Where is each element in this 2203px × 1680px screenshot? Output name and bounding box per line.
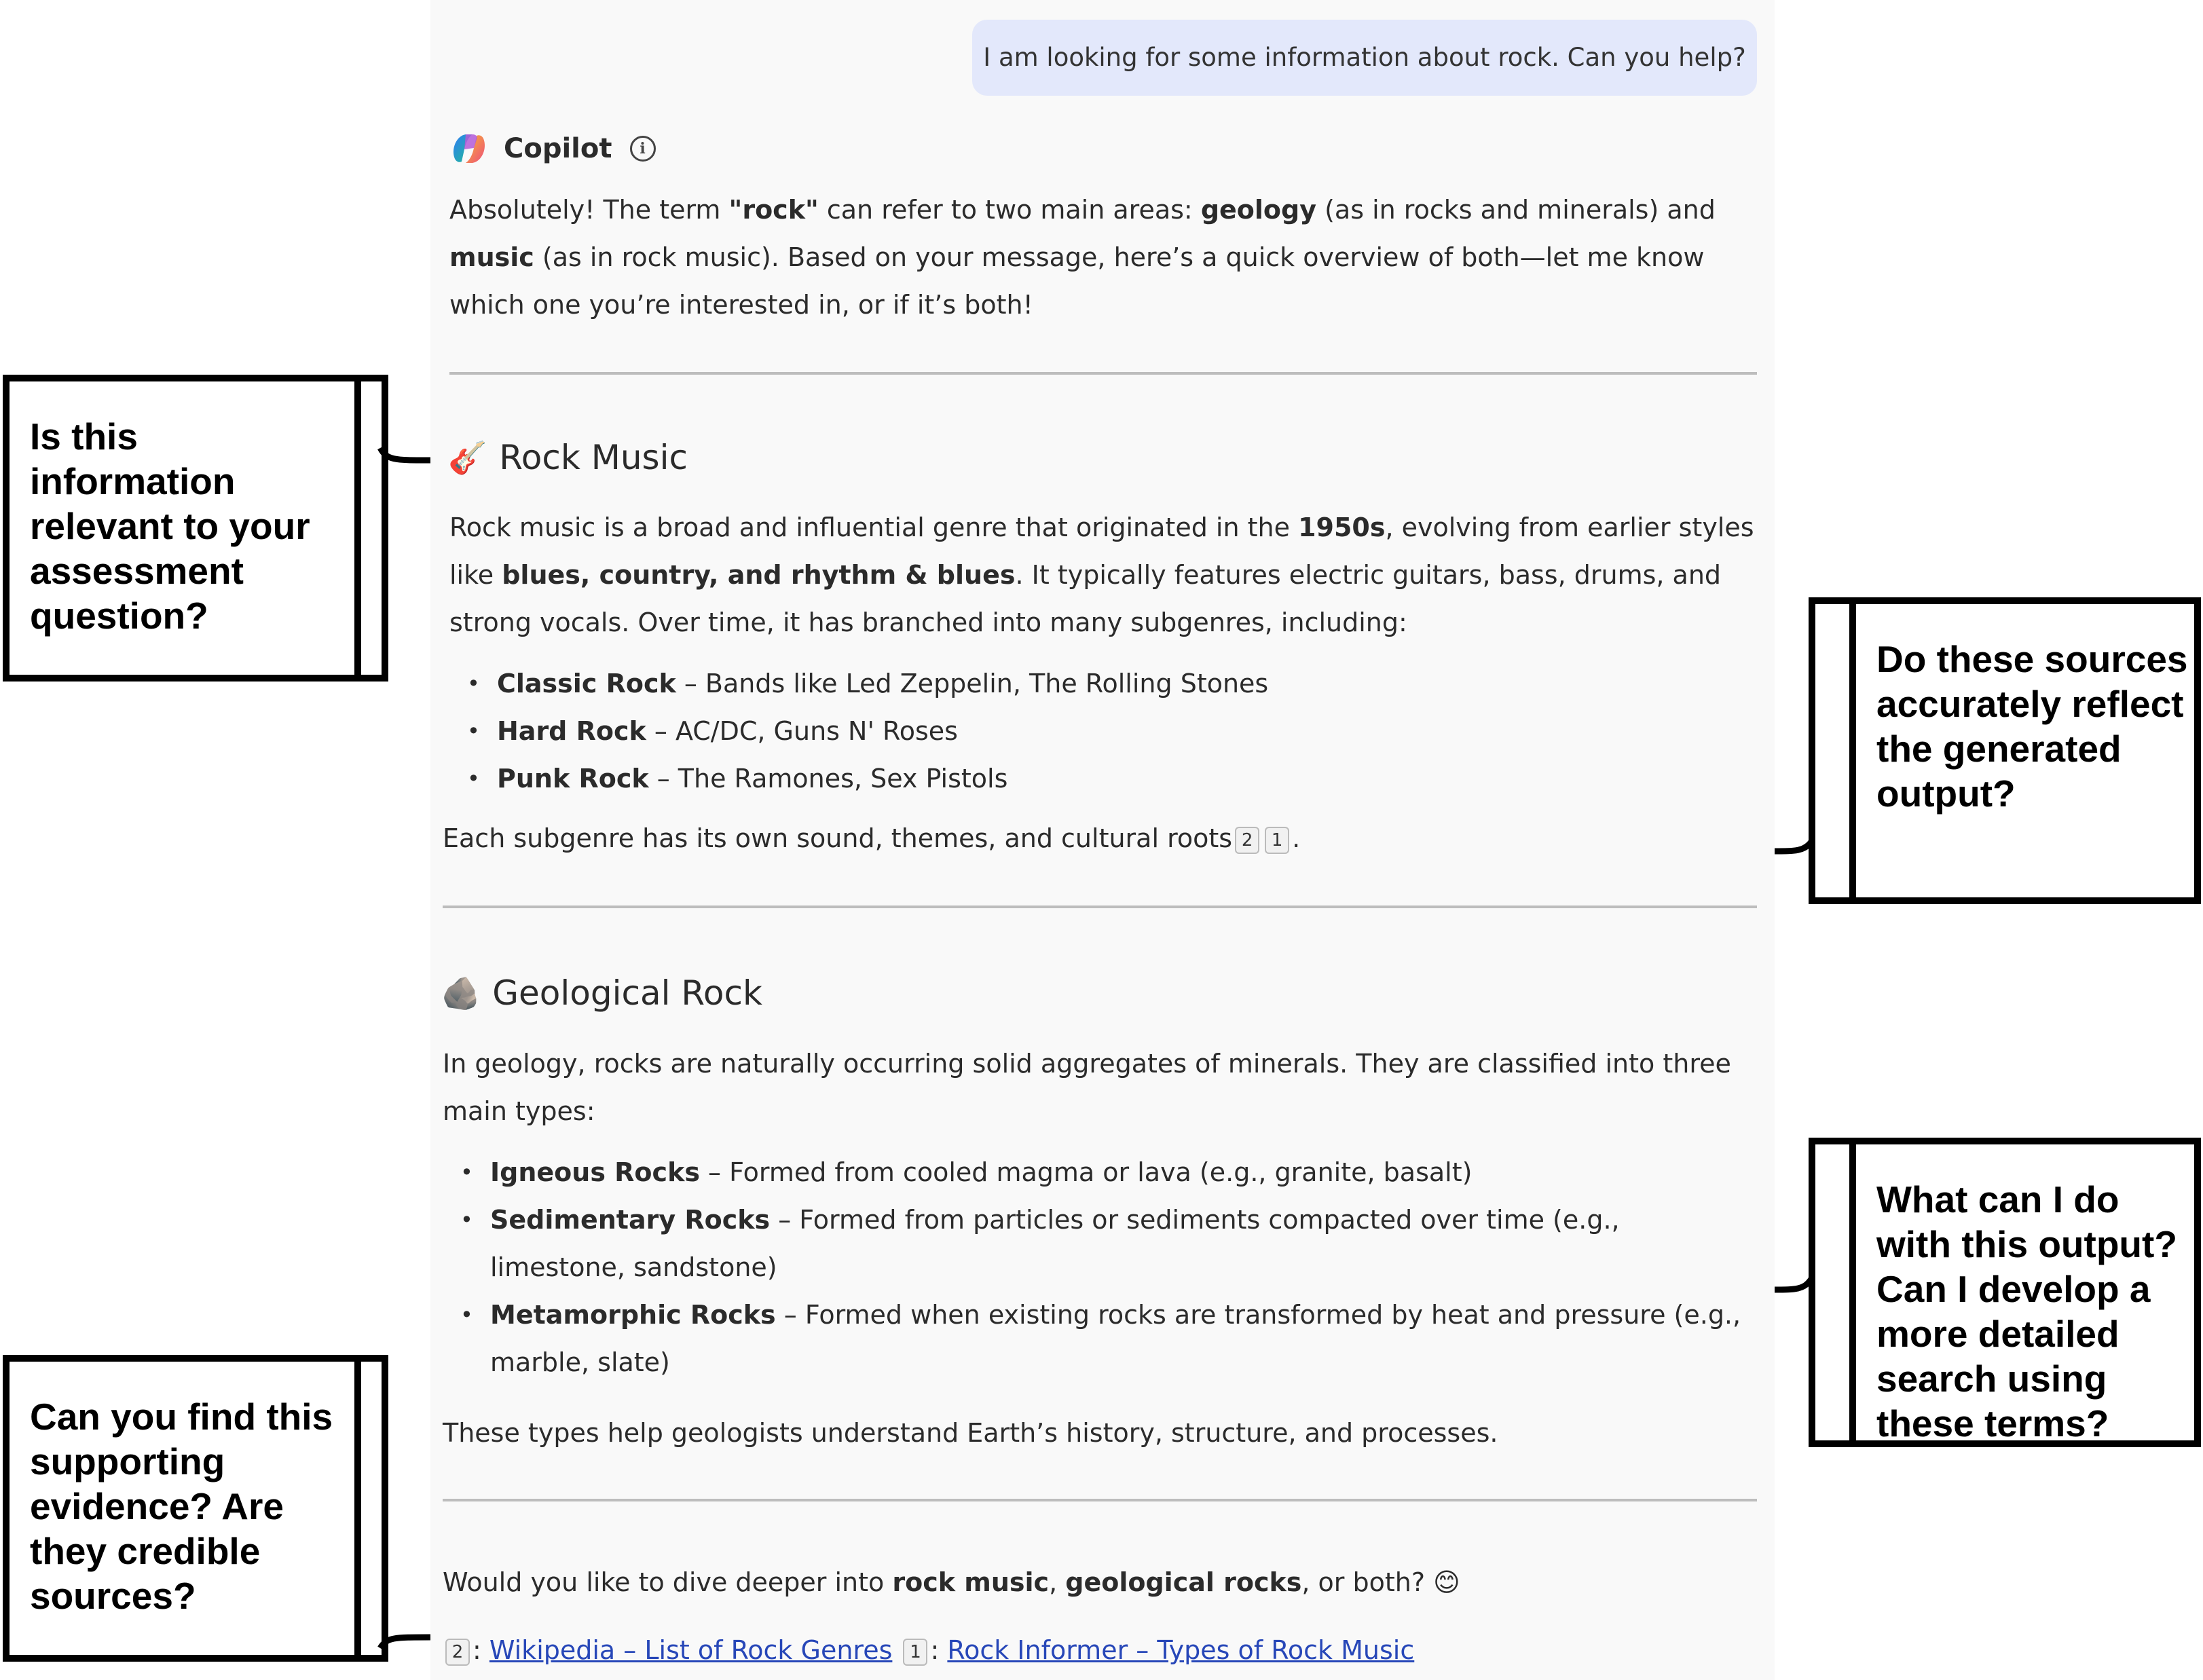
callout-pointer <box>1775 842 1815 869</box>
list-item: • Igneous Rocks – Formed from cooled magma or lava (e.g., granite, basalt) <box>443 1149 1746 1196</box>
section-heading-geology: 🪨 Geological Rock <box>441 973 762 1013</box>
list-item: • Classic Rock – Bands like Led Zeppelin, The Rolling Stones <box>449 660 1760 707</box>
list-item: • Metamorphic Rocks – Formed when existing rocks are transformed by heat and pressure (e.g., marble, slate) <box>443 1291 1746 1386</box>
assistant-intro: Absolutely! The term "rock" can refer to two main areas: geology (as in rocks and minerals) and music (as in rock music). Based on your message, here’s a quick overview of both—let me know which one you’re interested in, or if it’s both! <box>449 195 1716 320</box>
list-item: • Hard Rock – AC/DC, Guns N' Roses <box>449 707 1760 755</box>
callout-pointer <box>380 1621 434 1655</box>
callout-evidence <box>3 1355 388 1662</box>
citation-badge: 2 <box>445 1639 470 1666</box>
smile-emoji-icon: 😊 <box>1433 1567 1460 1597</box>
geology-paragraph: In geology, rocks are naturally occurring solid aggregates of minerals. They are classified into three main types: <box>443 1049 1731 1126</box>
callout-text: Do these sources accurately reflect the generated output? <box>1876 638 2188 815</box>
copilot-logo-icon <box>449 129 489 168</box>
assistant-name: Copilot <box>504 133 612 164</box>
callout-border <box>1849 1138 1856 1447</box>
sources-list: 2 : Wikipedia – List of Rock Genres 1 : Rock Informer – Types of Rock Music <box>443 1626 1753 1674</box>
citation-badge: 1 <box>903 1639 927 1666</box>
user-message-bubble: I am looking for some information about rock. Can you help? <box>972 20 1757 96</box>
divider <box>443 1499 1757 1501</box>
music-closing: Each subgenre has its own sound, themes, and cultural roots 2 1 . <box>443 823 1301 853</box>
callout-sources <box>1809 597 2201 904</box>
callout-text: Can you find this supporting evidence? Are they credible sources? <box>30 1396 333 1617</box>
citation-badge[interactable]: 1 <box>1265 827 1289 854</box>
callout-relevance <box>3 375 388 682</box>
divider <box>449 372 1757 375</box>
callout-border <box>354 1355 361 1662</box>
callout-pointer <box>380 448 434 475</box>
callout-next-steps <box>1809 1138 2201 1447</box>
source-link-wikipedia[interactable]: Wikipedia – List of Rock Genres <box>489 1635 893 1665</box>
callout-border <box>354 375 361 682</box>
music-paragraph: Rock music is a broad and influential genre that originated in the 1950s, evolving from earlier styles like blues, country, and rhythm & blues. It typically features electric guitars, bass, drums, and strong vocals. Over time, it has branched into many subgenres, including: <box>449 512 1754 637</box>
list-item: • Sedimentary Rocks – Formed from particles or sediments compacted over time (e.g., limestone, sandstone) <box>443 1196 1746 1291</box>
music-subgenre-list <box>449 660 1760 802</box>
callout-text: What can I do with this output? Can I develop a more detailed search using these terms? <box>1876 1178 2177 1444</box>
section-heading-music: 🎸 Rock Music <box>448 438 688 477</box>
citation-badge[interactable]: 2 <box>1235 827 1259 854</box>
divider <box>443 906 1757 908</box>
geology-closing: These types help geologists understand Earth’s history, structure, and processes. <box>443 1418 1498 1448</box>
guitar-icon: 🎸 <box>448 438 487 476</box>
callout-border <box>1849 597 1856 904</box>
assistant-header <box>449 128 656 170</box>
rock-types-list <box>443 1149 1746 1386</box>
followup-question: Would you like to dive deeper into rock music, geological rocks, or both? 😊 <box>443 1567 1460 1597</box>
list-item: • Punk Rock – The Ramones, Sex Pistols <box>449 755 1760 802</box>
info-icon[interactable]: i <box>630 136 656 162</box>
source-link-rock-informer[interactable]: Rock Informer – Types of Rock Music <box>947 1635 1415 1665</box>
callout-text: Is this information relevant to your assessment question? <box>30 415 310 637</box>
callout-pointer <box>1775 1276 1815 1303</box>
rock-icon: 🪨 <box>441 974 481 1011</box>
